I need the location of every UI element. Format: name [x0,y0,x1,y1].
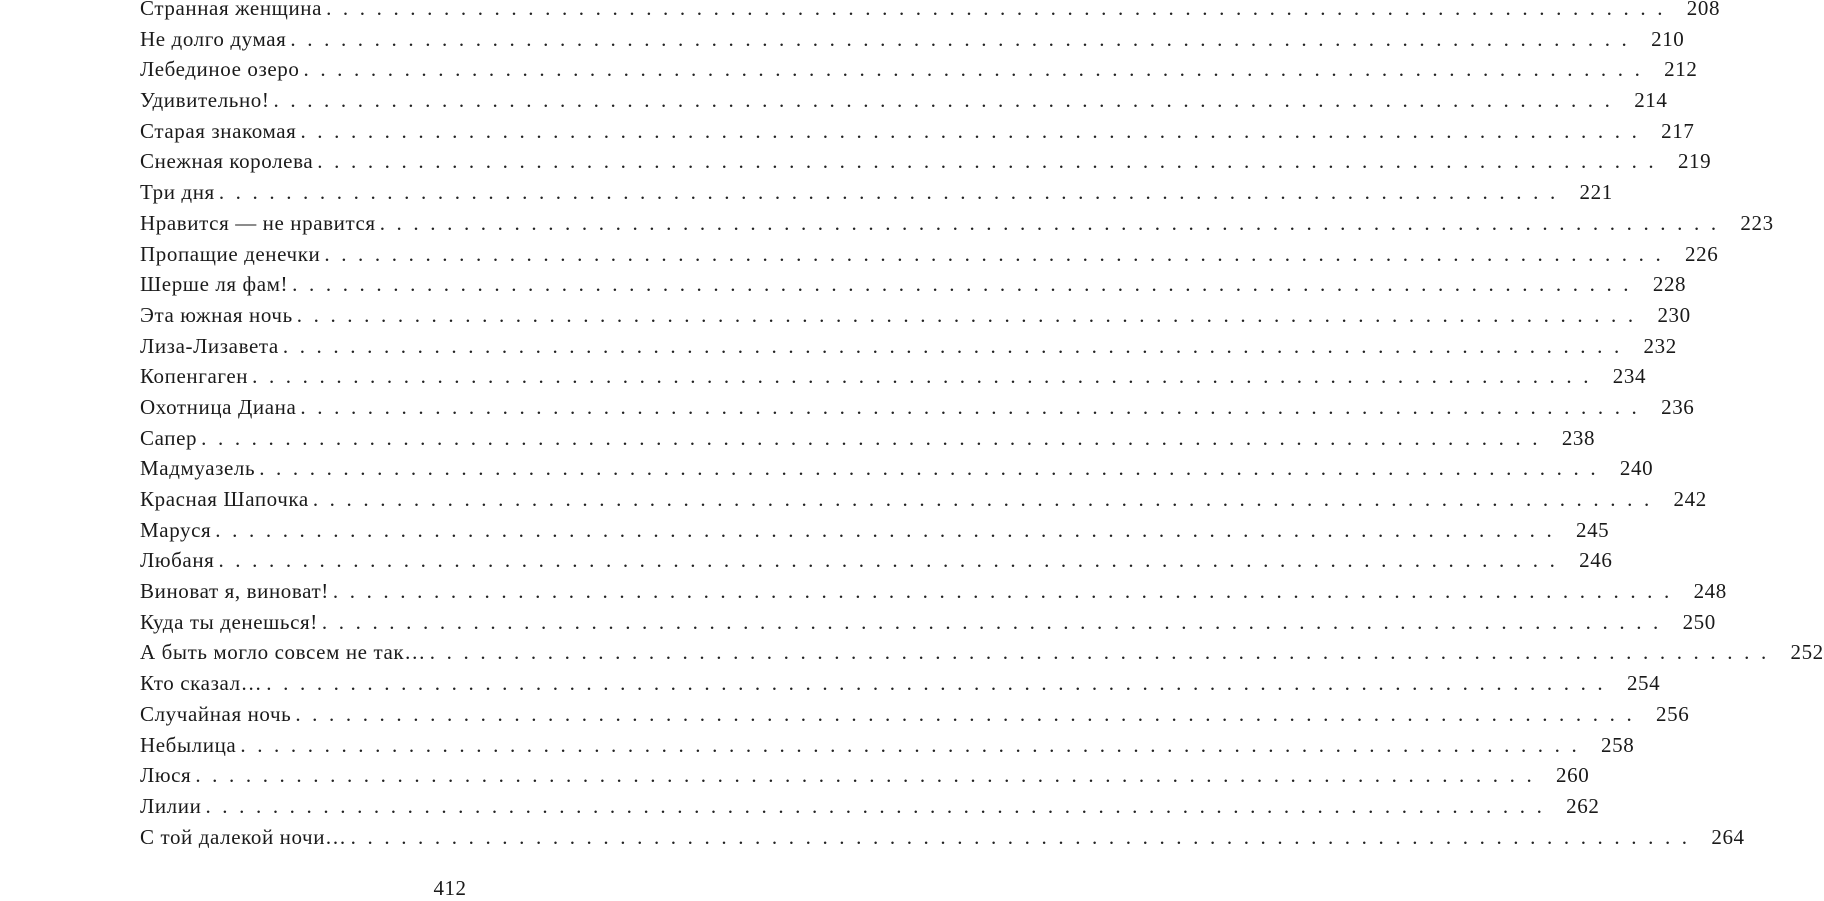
toc-entry-page: 208 [1686,0,1721,20]
toc-entry [140,579,1727,610]
toc-entry-title: Эта южная ночь [140,302,293,327]
toc-entry-title: Случайная ночь [140,701,292,726]
toc-entry [140,26,1685,58]
toc-entry-title: Маруся [140,517,212,542]
toc-entry-page: 240 [1619,456,1654,481]
dot-leader: ................................................................................ [295,701,1644,726]
toc-entry-page: 262 [1566,793,1600,818]
toc-entry-page: 254 [1626,671,1661,696]
dot-leader: ................................................................................ [332,579,1681,604]
toc-entry [140,57,1698,88]
toc-entry-page: 234 [1612,364,1647,389]
dot-leader: ................................................................................ [215,517,1564,542]
toc-entry-page: 230 [1657,302,1691,327]
toc-entry [140,671,1661,702]
dot-leader: ................................................................................ [259,456,1608,481]
toc-entry-page: 226 [1685,241,1719,266]
dot-leader: ................................................................................ [321,609,1670,634]
toc-entry-page: 246 [1579,548,1613,573]
toc-entry [140,333,1677,365]
table-of-contents [140,0,1824,855]
toc-entry-page: 221 [1579,180,1613,205]
dot-leader: ................................................................................ [300,118,1649,143]
toc-entry-page: 210 [1651,26,1685,51]
toc-entry-page: 250 [1682,609,1716,634]
toc-entry-title: Копенгаген [140,364,249,389]
toc-entry-title: Люся [140,763,192,788]
toc-entry-page: 242 [1673,487,1707,511]
toc-entry-title: Любаня [140,548,215,573]
toc-entry-title: Мадмуазель [140,456,256,481]
toc-entry-title: Куда ты денешься! [140,609,318,634]
toc-entry-page: 238 [1561,425,1596,450]
toc-entry [140,149,1712,180]
dot-leader: ................................................................................ [218,180,1567,205]
dot-leader: ................................................................................ [326,0,1675,20]
dot-leader: ................................................................................ [296,302,1645,327]
toc-entry [140,732,1635,764]
toc-entry [140,487,1707,518]
toc-entry [140,364,1647,395]
dot-leader: ................................................................................ [379,210,1728,235]
toc-entry-title: С той далекой ночи… [140,824,347,849]
dot-leader: ................................................................................ [266,671,1615,696]
toc-entry [140,425,1596,457]
toc-entry-page: 264 [1711,824,1745,849]
dot-leader: ................................................................................ [350,824,1699,849]
toc-entry [140,0,1721,27]
toc-entry [140,394,1695,426]
toc-entry [140,609,1716,641]
dot-leader: ................................................................................ [282,333,1631,358]
dot-leader: ................................................................................ [205,793,1554,818]
toc-entry [140,793,1600,825]
toc-entry-page: 219 [1677,149,1712,174]
dot-leader: ................................................................................ [317,149,1666,174]
toc-entry [140,118,1695,150]
toc-entry-page: 217 [1661,118,1695,143]
dot-leader: ................................................................................ [201,425,1550,450]
toc-entry-title: Лебединое озеро [140,57,300,82]
toc-entry-title: Лиза-Лизавета [140,333,279,358]
toc-entry-page: 252 [1790,640,1824,665]
toc-entry-title: Три дня [140,180,215,205]
toc-entry-title: Удивительно! [140,88,270,113]
toc-entry [140,180,1613,211]
dot-leader: ................................................................................ [300,394,1649,419]
toc-entry-title: Нравится — не нравится [140,210,376,235]
toc-entry-title: Странная женщина [140,0,323,20]
toc-entry [140,241,1719,273]
toc-entry-page: 260 [1556,763,1590,788]
toc-entry-title: Снежная королева [140,149,314,174]
toc-entry [140,701,1690,733]
page-number: 412 [433,876,467,900]
toc-entry [140,88,1668,119]
toc-entry-page: 232 [1643,333,1677,358]
toc-entry-page: 248 [1693,579,1727,604]
toc-entry-title: Виноват я, виноват! [140,579,329,604]
toc-entry-title: Пропащие денечки [140,241,321,266]
dot-leader: ................................................................................ [195,763,1544,788]
toc-entry [140,272,1687,303]
dot-leader: ................................................................................ [290,26,1639,51]
toc-entry [140,640,1824,671]
toc-entry-title: А быть могло совсем не так… [140,640,426,665]
toc-entry [140,824,1745,856]
dot-leader: ................................................................................ [273,88,1622,113]
toc-entry-page: 258 [1601,732,1635,757]
toc-entry-title: Охотница Диана [140,394,297,419]
dot-leader: ................................................................................ [240,732,1589,757]
dot-leader: ................................................................................ [324,241,1673,266]
toc-entry-title: Шерше ля фам! [140,272,289,297]
toc-entry-title: Кто сказал… [140,671,263,696]
toc-entry-title: Лилии [140,793,202,818]
toc-entry [140,456,1654,487]
dot-leader: ................................................................................ [252,364,1601,389]
toc-entry-title: Не долго думая [140,26,287,51]
toc-entry-page: 236 [1661,394,1695,419]
toc-entry-page: 245 [1575,517,1610,542]
dot-leader: ................................................................................ [429,640,1778,665]
toc-entry-page: 228 [1652,272,1687,297]
toc-entry [140,763,1590,794]
dot-leader: ................................................................................ [218,548,1567,573]
toc-entry [140,517,1610,549]
toc-entry-page: 256 [1656,701,1690,726]
dot-leader: ................................................................................ [292,272,1641,297]
dot-leader: ................................................................................ [312,487,1661,511]
toc-entry [140,210,1774,242]
toc-entry-page: 223 [1740,210,1774,235]
toc-entry [140,302,1691,334]
toc-entry [140,548,1613,579]
toc-entry-title: Старая знакомая [140,118,297,143]
toc-entry-title: Красная Шапочка [140,487,309,511]
toc-entry-title: Небылица [140,732,237,757]
toc-entry-page: 214 [1634,88,1668,113]
toc-entry-page: 212 [1664,57,1698,82]
dot-leader: ................................................................................ [303,57,1652,82]
toc-entry-title: Сапер [140,425,198,450]
